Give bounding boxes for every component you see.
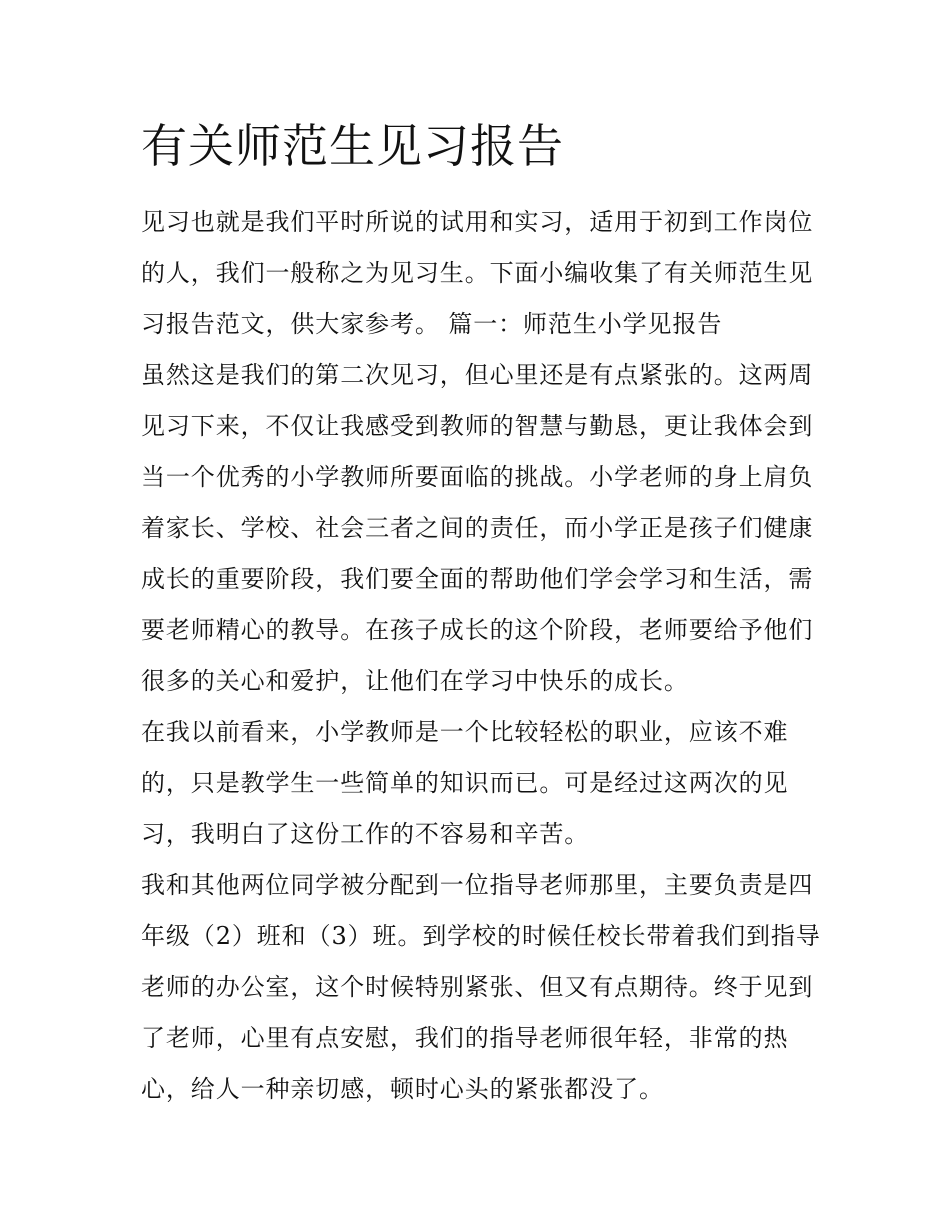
text-line: 我和其他两位同学被分配到一位指导老师那里，主要负责是四 [141,871,814,899]
text-line: 很多的关心和爱护，让他们在学习中快乐的成长。 [141,667,689,695]
text-line: 习，我明白了这份工作的不容易和辛苦。 [141,820,590,848]
text-line: 着家长、学校、社会三者之间的责任，而小学正是孩子们健康 [141,514,814,542]
text-line: 成长的重要阶段，我们要全面的帮助他们学会学习和生活，需 [141,565,814,593]
text-line: 见习下来，不仅让我感受到教师的智慧与勤恳，更让我体会到 [141,412,814,440]
text-line: 的人，我们一般称之为见习生。下面小编收集了有关师范生见 [141,259,814,287]
text-line: 的，只是教学生一些简单的知识而已。可是经过这两次的见 [141,769,789,797]
text-line: 习报告范文，供大家参考。 篇一：师范生小学见报告 [141,310,723,338]
text-line: 老师的办公室，这个时候特别紧张、但又有点期待。终于见到 [141,973,814,1001]
text-line: 见习也就是我们平时所说的试用和实习，适用于初到工作岗位 [141,208,814,236]
text-line: 在我以前看来，小学教师是一个比较轻松的职业，应该不难 [141,718,789,746]
text-line: 当一个优秀的小学教师所要面临的挑战。小学老师的身上肩负 [141,463,814,491]
document-title: 有关师范生见习报告 [141,119,564,173]
text-line: 心，给人一种亲切感，顿时心头的紧张都没了。 [141,1075,664,1103]
text-line: 要老师精心的教导。在孩子成长的这个阶段，老师要给予他们 [141,616,814,644]
text-line: 虽然这是我们的第二次见习，但心里还是有点紧张的。这两周 [141,361,814,389]
text-line: 年级（2）班和（3）班。到学校的时候任校长带着我们到指导 [141,922,821,950]
text-line: 了老师，心里有点安慰，我们的指导老师很年轻，非常的热 [141,1024,789,1052]
